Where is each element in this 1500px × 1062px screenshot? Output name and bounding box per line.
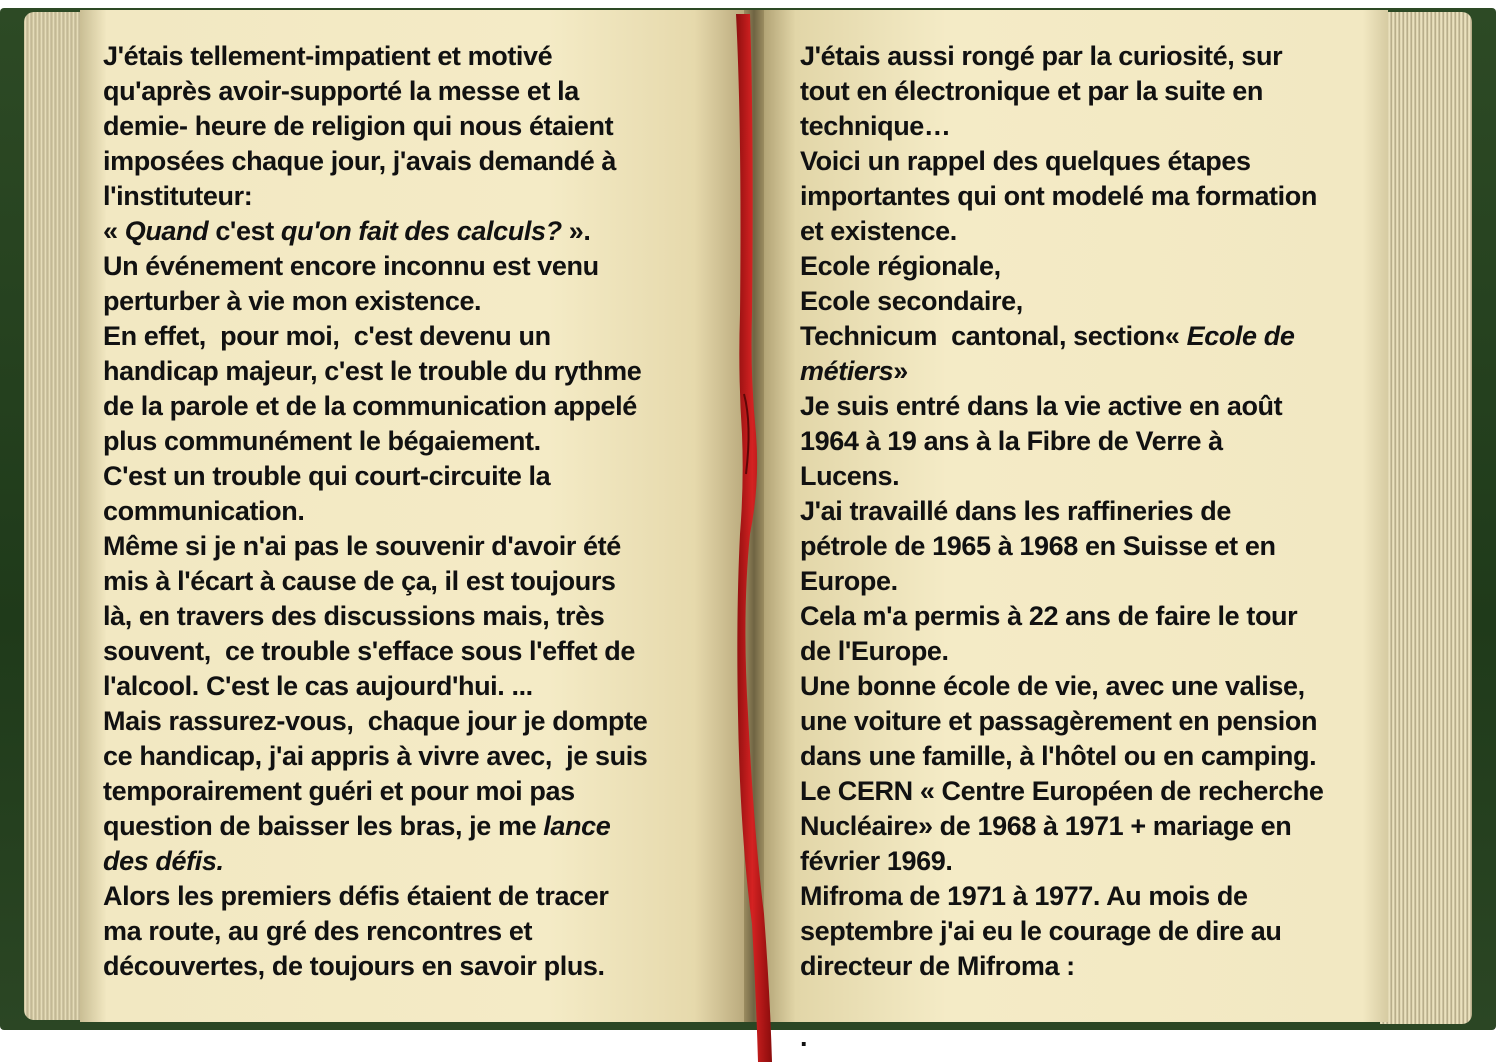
text-line: 1964 à 19 ans à la Fibre de Verre à	[800, 426, 1223, 456]
text-line: Une bonne école de vie, avec une valise,	[800, 671, 1305, 701]
text-line: pétrole de 1965 à 1968 en Suisse et en	[800, 531, 1276, 561]
right-page-text	[800, 39, 1323, 984]
italic-text: Ecole de	[1186, 321, 1295, 351]
text-line: février 1969.	[800, 846, 953, 876]
text-line	[103, 809, 647, 844]
text-line: Le CERN « Centre Européen de recherche	[800, 776, 1324, 806]
text-line: Un événement encore inconnu est venu	[103, 251, 599, 281]
text-line	[800, 354, 1323, 389]
text-line: de l'Europe.	[800, 636, 949, 666]
text-line: C'est un trouble qui court-circuite la	[103, 461, 551, 491]
text-line: Mais rassurez-vous, chaque jour je dompte	[103, 706, 648, 736]
italic-text: métiers	[800, 356, 894, 386]
text-line: plus communément le bégaiement.	[103, 426, 541, 456]
text-line: l'instituteur:	[103, 181, 253, 211]
text-line: demie- heure de religion qui nous étaient	[103, 111, 614, 141]
text-line: Cela m'a permis à 22 ans de faire le tour	[800, 601, 1298, 631]
text-line: Europe.	[800, 566, 898, 596]
text-line: Nucléaire» de 1968 à 1971 + mariage en	[800, 811, 1292, 841]
text-segment: c'est	[208, 216, 281, 246]
text-line: ce handicap, j'ai appris à vivre avec, je suis	[103, 741, 648, 771]
text-line: J'ai travaillé dans les raffineries de	[800, 496, 1231, 526]
text-line: de la parole et de la communication appelé	[103, 391, 637, 421]
text-line: souvent, ce trouble s'efface sous l'effet de	[103, 636, 635, 666]
bookmark-ribbon	[730, 14, 776, 1062]
text-segment: »	[893, 356, 908, 386]
italic-text: des défis.	[103, 846, 224, 876]
left-page-text	[103, 39, 647, 984]
text-line: Ecole secondaire,	[800, 286, 1023, 316]
stray-mark: .	[800, 1022, 808, 1052]
text-line: qu'après avoir-supporté la messe et la	[103, 76, 579, 106]
text-line: Alors les premiers défis étaient de tracer	[103, 881, 609, 911]
text-line: tout en électronique et par la suite en	[800, 76, 1263, 106]
text-line: Je suis entré dans la vie active en août	[800, 391, 1283, 421]
text-line: importantes qui ont modelé ma formation	[800, 181, 1317, 211]
text-line: communication.	[103, 496, 305, 526]
text-line: et existence.	[800, 216, 957, 246]
italic-text: qu'on fait des calculs?	[280, 216, 569, 246]
text-line: handicap majeur, c'est le trouble du rythme	[103, 356, 642, 386]
text-line: Mifroma de 1971 à 1977. Au mois de	[800, 881, 1248, 911]
text-line: découvertes, de toujours en savoir plus.	[103, 951, 605, 981]
text-line: J'étais aussi rongé par la curiosité, sur	[800, 41, 1283, 71]
text-line: technique…	[800, 111, 951, 141]
text-line: là, en travers des discussions mais, très	[103, 601, 605, 631]
text-line: temporairement guéri et pour moi pas	[103, 776, 575, 806]
text-line: En effet, pour moi, c'est devenu un	[103, 321, 551, 351]
page-edges-right	[1380, 12, 1472, 1024]
text-line: ma route, au gré des rencontres et	[103, 916, 533, 946]
text-line: perturber à vie mon existence.	[103, 286, 482, 316]
text-line: septembre j'ai eu le courage de dire au	[800, 916, 1282, 946]
text-line: mis à l'écart à cause de ça, il est toujours	[103, 566, 616, 596]
text-segment: question de baisser les bras, je me	[103, 811, 544, 841]
text-line: directeur de Mifroma :	[800, 951, 1075, 981]
text-line: Lucens.	[800, 461, 900, 491]
text-segment: ».	[568, 216, 591, 246]
text-line: Même si je n'ai pas le souvenir d'avoir été	[103, 531, 621, 561]
text-segment: «	[103, 216, 125, 246]
text-line: une voiture et passagèrement en pension	[800, 706, 1318, 736]
text-line	[800, 319, 1323, 354]
text-segment: Technicum cantonal, section«	[800, 321, 1187, 351]
text-line: Voici un rappel des quelques étapes	[800, 146, 1251, 176]
text-line: J'étais tellement-impatient et motivé	[103, 41, 553, 71]
text-line: Ecole régionale,	[800, 251, 1001, 281]
text-line: l'alcool. C'est le cas aujourd'hui. ...	[103, 671, 533, 701]
italic-text: lance	[543, 811, 611, 841]
text-line	[103, 844, 647, 879]
text-line: imposées chaque jour, j'avais demandé à	[103, 146, 617, 176]
italic-text: Quand	[124, 216, 209, 246]
text-line	[103, 214, 647, 249]
text-line: dans une famille, à l'hôtel ou en camping.	[800, 741, 1317, 771]
